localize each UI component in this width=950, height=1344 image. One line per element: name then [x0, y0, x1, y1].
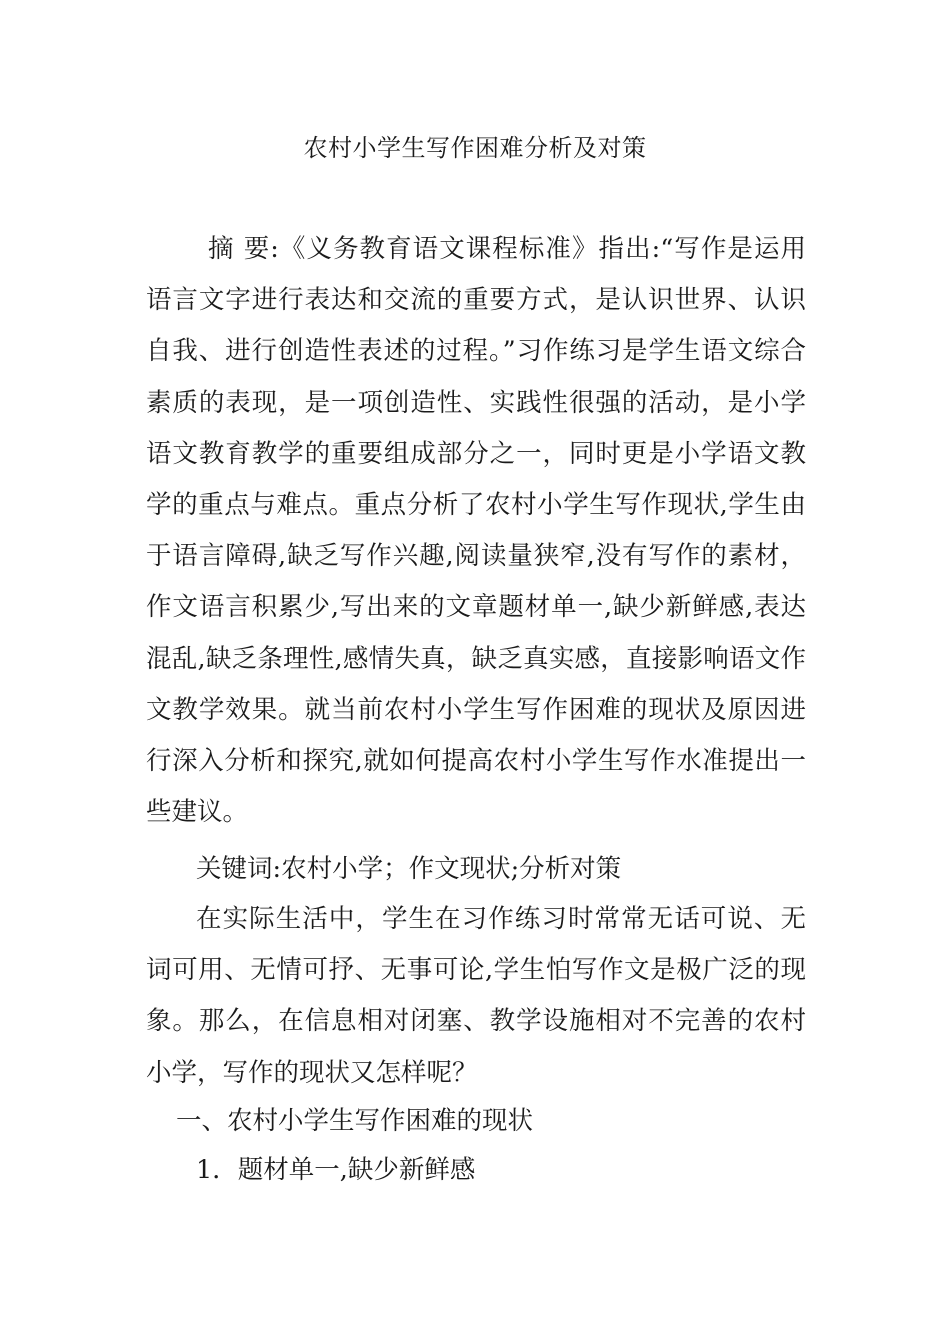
section-heading: 一、农村小学生写作困难的现状: [176, 1106, 534, 1136]
abstract-paragraph: 摘 要:《义务教育语文课程标准》指出:“写作是运用语言文字进行表达和交流的重要方式，是认识世界、认识自我、进行创造性表述的过程。”习作练习是学生语文综合素质的表现，是一项创造性、实践性很强的活动，是小学语文教育教学的重要组成部分之一，同时更是小学语文教学的重点与难点。重点分析了农村小学生写作现状,学生由于语言障碍,缺乏写作兴趣,阅读量狭窄,没有写作的素材，作文语言积累少,写出来的文章题材单一,缺少新鲜感,表达混乱,缺乏条理性,感情失真，缺乏真实感，直接影响语文作文教学效果。就当前农村小学生写作困难的现状及原因进行深入分析和探究,就如何提高农村小学生写作水准提出一些建议。: [146, 234, 806, 828]
intro-paragraph: 在实际生活中，学生在习作练习时常常无话可说、无词可用、无情可抒、无事可论,学生怕写作文是极广泛的现象。那么，在信息相对闭塞、教学设施相对不完善的农村小学，写作的现状又怎样呢？: [146, 904, 806, 1088]
document-title: 农村小学生写作困难分析及对策: [303, 134, 647, 162]
keywords-line: 关键词:农村小学；作文现状;分析对策: [196, 854, 622, 884]
subsection-heading: 1．题材单一,缺少新鲜感: [196, 1155, 476, 1185]
